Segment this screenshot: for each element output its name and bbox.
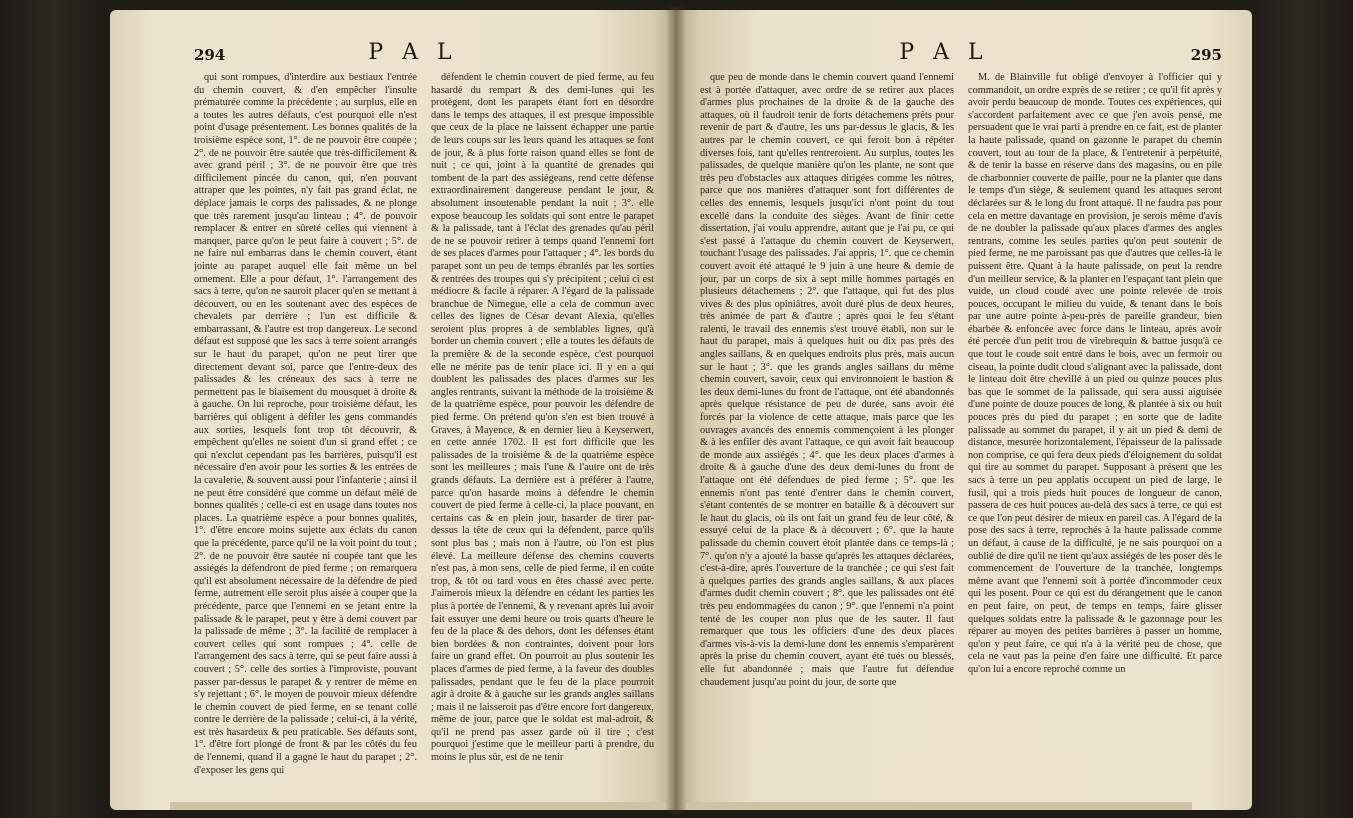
left-page-number: 294 [194,46,226,64]
right-page-number: 295 [1190,46,1222,64]
left-page [110,10,676,810]
right-page-edge [686,802,1192,810]
right-running-head [676,40,1252,72]
left-page-edge [170,802,666,810]
right-column-1 [700,72,954,788]
left-column-1 [194,72,417,788]
left-headword: P A L [368,40,458,65]
right-column-1-text: que peu de monde dans le chemin couvert quand l'ennemi est à portée d'attaquer, avec ordre de se retirer aux places d'armes plus prochaines de la droite & de la gauche des attaques, où il faudroit tenir de forts détachemens prêts pour revenir de part & d'autre, les uns par-dessus le glacis, & les autres par le chemin couvert, ce qui feroit bon à répéter diverses fois, tant qu'elles rentreroient. Au surplus, toutes les palissades, de quelque manière qu'on les plante, ne sont que très peu d'obstacles aux attaques dirigées comme les nôtres, parce que nos manières d'attaquer sont fort différentes de celles des ennemis, lesquels jusqu'ici n'ont point du tout excellé dans la conduite des sièges. Avant de finir cette dissertation, j'ai voulu apprendre, autant que je l'ai pu, ce qui s'est passé à l'attaque du chemin couvert de Keyserwert, touchant l'usage des palissades. J'ai appris, 1°. que ce chemin couvert avoit été attaqué le 9 juin à une heure & demie de jour, par un corps de six à sept mille hommes partagés en plusieurs détachemens ; 2°. que l'attaque, qui fut des plus vives & des plus opiniâtres, avoit duré plus de deux heures, très animée de part & d'autre ; après quoi le feu s'étant ralenti, le travail des ennemis s'est trouvé établi, non sur le haut du parapet, mais à quelques huit ou dix pas près des angles saillans, & en quelques endroits plus près, mais aucun sur le haut ; 3°. que les grands angles saillans du même chemin couvert, savoir, ceux qui environnoient le bastion & les deux demi-lunes du front de l'attaque, ont été abandonnés après quelque résistance de peu de durée, sans avoir été forcés par la violence de cette attaque, mais parce que les ouvrages avancés des ennemis commençoient à les plonger & à les enfiler dès avant l'attaque, ce qui avoit fait beaucoup de monde aux assiégés ; 4°. que les deux places d'armes à droite & à gauche d'une des deux demi-lunes du front de l'attaque ont été défendues de pied ferme ; 5°. que les ennemis n'ont pas tenté d'entrer dans le chemin couvert, s'étant contentés de se montrer en bataille & à découvert sur le haut du glacis, où ils ont fait un grand feu de leur côté, & essuyé celui de la place & à découvert ; 6°. que la haute palissade du chemin couvert étoit plantée dans ce temps-là ; 7°. qu'on n'y a ajouté la basse qu'après les attaques déclarées, c'est-à-dire, après l'ouverture de la tranchée ; ce qui s'est fait à quelques parties des grands angles saillans, & aux places d'armes dudit chemin couvert ; 8°. que les palissades ont été très peu endommagées du canon ; 9°. que l'ennemi n'a point tenté de les couper non plus que de les sauter. Il faut remarquer que tous les officiers d'une des deux places d'armes vis-à-vis la demi-lune dont les ennemis s'emparèrent après la prise du chemin couvert, ayant été tués ou blessés, elle fut abandonnée ; mais que l'autre fut défendue chaudement jusqu'au point du jour, de sorte que [700,72,954,688]
right-headword: P A L [899,40,989,65]
left-column-2-text: défendent le chemin couvert de pied ferme, au feu hasardé du rempart & des demi-lunes qui les protègent, dont les parapets étant fort en désordre dans le temps des attaques, il est presque impossible que ceux de la place ne laissent échapper une partie de leurs coups sur les leurs quand les attaques se font de jour, & à plus forte raison quand elles se font de nuit ; ce qui, joint à la quantité de grenades qui tombent de la part des assiégeans, rend cette défense extraordinairement dangereuse pendant le jour, & absolument insoutenable pendant la nuit ; 3°. elle expose beaucoup les soldats qui sont entre le parapet & la palissade, tant à l'éclat des grenades qu'au péril de ne se pouvoir retirer à temps quand l'ennemi fort de ses places d'armes pour l'attaquer ; 4°. les bords du parapet sont un peu de temps ébranlés par les sorties & rentrées des troupes qui s'y précipitent ; celui ci est médiocre & facile à réparer. A l'égard de la palissade branchue de Nimegue, elle a cela de commun avec celles des lignes de César devant Alexia, qu'elles seroient plus propres à de semblables lignes, qu'à border un chemin couvert ; elle a toutes les défauts de la première & de la seconde espèce, c'est pourquoi elle ne mérite pas de tenir place ici. Il y en a qui doublent les palissades des places d'armes sur les angles rentrants, suivant la méthode de la troisième & de la quatrième espèce, pour pouvoir les défendre de pied ferme. On prétend qu'on s'en est bien trouvé à Graves, à Mayence, & en dernier lieu à Keyserwert, en cette année 1702. Il est fort difficile que les palissades de la troisième & de la quatrième espèce sont les meilleures ; mais l'une & l'autre ont de très grands défauts. La dernière est à préférer à l'autre, parce qu'on hasarde moins à défendre le chemin couvert de pied ferme à celle-ci, la place pouvant, en certains cas & en plein jour, hasarder de tirer par-dessus la tête de ceux qui la défendent, parce qu'ils sont plus bas ; mais non à l'autre, où l'on est plus élevé. La meilleure défense des chemins couverts n'est pas, à mon sens, celle de pied ferme, il en coûte trop, & tôt ou tard vous en êtes chassé avec perte. J'aimerois mieux la défendre en cédant les parties les plus à portée de l'ennemi, & y revenant après lui avoir fait essuyer une demi heure ou trois quarts d'heure le feu de la place & des dehors, dont les défenses étant bien bordées & non contraintes, doivent pour lors faire un grand effet. On pourroit au plus soutenir les places d'armes de pied ferme, à la faveur des doubles palissades, pendant que le feu de la place pourroit agir à droite & à gauche sur les grands angles saillans ; mais il ne laisseroit pas d'être encore fort dangereux, même de jour, parce que le soldat est mal-adroit, & qu'il ne prend pas assez garde où il tire ; c'est pourquoi j'estime que le meilleur parti à prendre, du moins le plus sûr, est de ne tenir [431,72,654,764]
left-column-1-text: qui sont rompues, d'interdire aux bestiaux l'entrée du chemin couvert, & d'en empêcher l'insulte prématurée comme la précédente ; au surplus, elle en a toutes les autres défauts, c'est pourquoi elle n'est point d'usage présentement. Les bonnes qualités de la troisième espèce sont, 1°. de ne pouvoir être coupée ; 2°. de ne pouvoir être sautée que très-difficilement & avec grand péril ; 3°. de ne pouvoir être que très difficilement pincée du canon, qui, n'en pouvant attraper que les pointes, n'y fait pas grand éclat, ne déplace jamais le corps des palissades, & ne plonge que très rarement jusqu'au linteau ; 4°. de pouvoir remplacer & entrer en sûreté celles qui viennent à manquer, parce qu'on le peut faire à couvert ; 5°. de ne faire nul embarras dans le chemin couvert, étant jointe au parapet auquel elle fait même un bel ornement. Elle a pour défaut, 1°. l'arrangement des sacs à terre, qu'on ne sauroit placer qu'en se mettant à découvert, ou en les soutenant avec des espèces de chevalets par derrière ; l'un est difficile & embarrassant, & l'autre est trop dangereux. Le second défaut est supposé que les sacs à terre soient arrangés sur le haut du parapet, qu'on ne peut tirer que directement devant soi, parce que l'entre-deux des palissades & les créneaux des sacs à terre ne permettent pas le biaisement du mousquet à droite & à gauche. On lui reproche, pour troisième défaut, les barrières qui obligent à défiler les gens commandés aux sorties, lesquels font trop tôt découvrir, & empêchent qu'elles ne soient d'un si grand effet ; ce qui n'exclut cependant pas les barrières, puisqu'il est nécessaire d'en avoir pour les sorties & les entrées de la cavalerie, & souvent aussi pour l'infanterie ; ainsi il ne peut être considéré que comme un défaut mêlé de bonnes qualités ; celle-ci est en usage dans toutes nos places. La quatrième espèce a pour bonnes qualités, 1°. d'être encore moins sujette aux éclats du canon que la précédente, parce qu'il ne la voit point du tout ; 2°. de ne pouvoir être sautée ni coupée tant que les assiégés la défendront de pied ferme ; on remarquera qu'il est absolument nécessaire de la défendre de pied ferme, autrement elle seroit plus aisée à couper que la précédente, parce que l'ennemi en se jetant entre la palissade & le parapet, peut y être à demi couvert par la palissade de même ; 3°. la facilité de remplacer à couvert celles qui sont rompues ; 4°. celle de l'arrangement des sacs à terre, qui se peut faire aussi à couvert ; 5°. celle des sorties à l'improviste, pouvant passer par-dessus le parapet & y rentrer de même en s'y rejettant ; 6°. le moyen de pouvoir mieux défendre le chemin couvert de pied ferme, en se tenant collé contre le derrière de la palissade ; celui-ci, à la vérité, est très hasardeux & peu praticable. Ses défauts sont, 1°. d'être fort plongé de front & par les côtés du feu de l'ennemi, quand il a gagné le haut du parapet ; 2°. d'exposer les gens qui [194,72,417,776]
left-running-head [110,40,676,72]
left-column-2 [431,72,654,788]
right-page [676,10,1252,810]
left-columns [194,72,654,788]
right-column-2-text: M. de Blainville fut obligé d'envoyer à l'officier qui y commandoit, un ordre exprès de se retirer ; ce qu'il fit après y avoir perdu beaucoup de monde. Toutes ces expériences, qui s'accordent parfaitement avec ce que j'en avois pensé, me persuadent que le vrai parti à prendre en ce fait, est de planter la haute palissade, quand on gazonne le parapet du chemin couvert, tout au tour de la place, & l'entretenir à perpétuité, & de tenir la basse en réserve dans des magasins, ou en pile de charbonnier couverte de paille, pour ne la planter que dans le temps d'un siège, & seulement quand les attaques seront déclarées sur & le long du front attaqué. Il ne faudra pas pour cela en mettre davantage en provision, je serois même d'avis de ne doubler la palissade qu'aux places d'armes des angles rentrans, comme les seules parties qu'on peut soutenir de pied ferme, ne me paroissant pas que d'autres que celles-là le puissent être. Quant à la haute palissade, on peut la rendre d'un meilleur service, & la planter en l'espaçant tant plein que vuide, un cloud coudé avec une pointe relevée de trois pouces, occupant le milieu du vuide, & tenant dans le bois par une autre pointe à-peu-près de pareille grandeur, bien ébarbée & enfoncée avec force dans le linteau, après avoir été percée d'un petit trou de vîrebrequin & battue jusqu'à ce que tout le coude soit entré dans le bois, avec un fermoir ou ciseau, la pointe dudit cloud s'alignant avec la palissade, dont le linteau doit être chevillé à un pied ou quinze pouces plus bas que le sommet de la palissade, qui sera aussi aiguisée d'une pointe de douze pouces de long, & plantée à six ou huit pouces près du pied du parapet ; en sorte que de ladite palissade au sommet du parapet, il y ait un pied & demi de distance, mesurée horizontalement, l'épaisseur de la palissade non comprise, ce qui fera deux pieds d'éloignement du soldat qui tire au sommet du parapet. Supposant à présent que les sacs à terre un peu applatis occupent un pied de large, le fusil, qui a trois pieds huit pouces de longueur de canon, passera de ces huit pouces au-delà des sacs à terre, ce qui est ce que l'on peut désirer de mieux en pareil cas. A l'égard de la pose des sacs à terre, reprochés à la haute palissade comme un défaut, à cause de la difficulté, je ne sais pourquoi on a oublié de dire qu'il ne tient qu'aux assiégés de les poser dès le commencement de l'ouverture de la tranchée, longtemps même avant que l'ennemi soit à portée d'incommoder ceux qui les posent. Pour ce qui est du dérangement que le canon en peut faire, on peut, de temps en temps, faire glisser quelques soldats entre la palissade & le gazonnage pour les réparer au moyen des petites barrières à passer un homme, qu'on y peut faire, ce qui n'a à la vérité peu de chose, que cela ne vaut pas la peine d'en faire une difficulté. Et parce qu'on lui a encore reproché comme un [968,72,1222,675]
right-column-2 [968,72,1222,788]
right-columns [700,72,1222,788]
